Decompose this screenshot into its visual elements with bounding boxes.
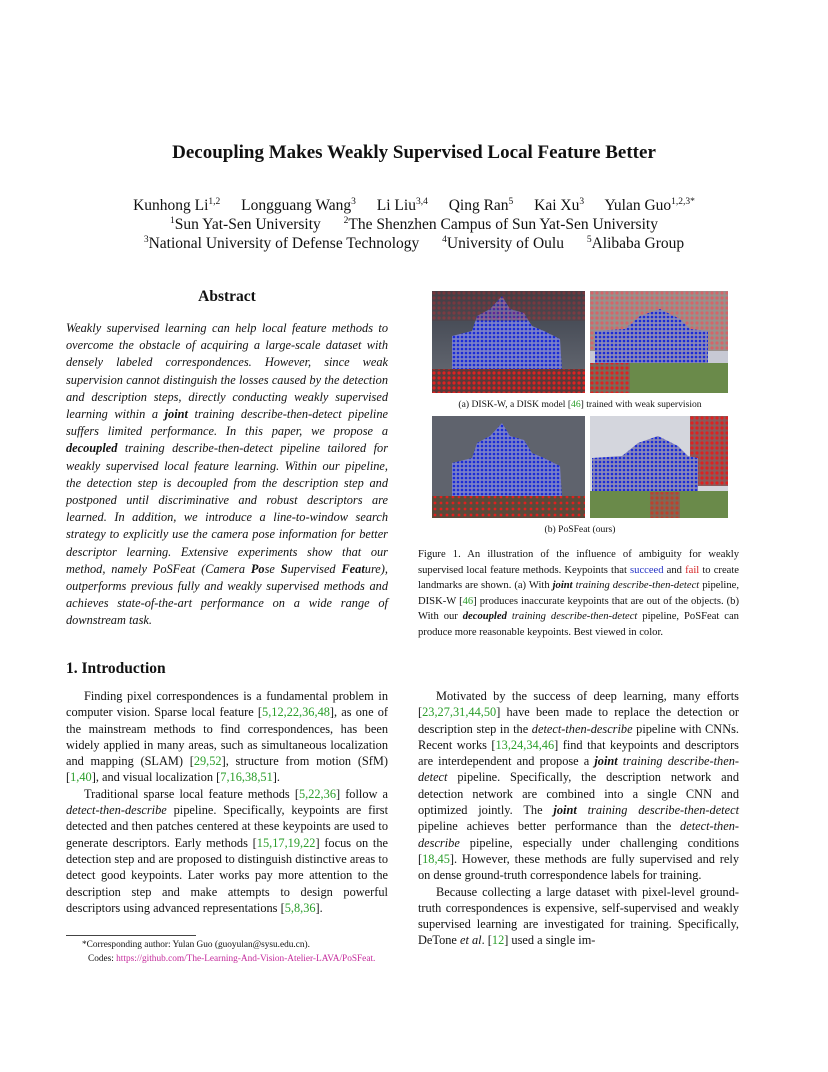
author: Qing Ran$^5$ [448,196,514,214]
footnote-codes: Codes: https://github.com/The-Learning-And-Vision-Atelier-LAVA/PoSFeat. [88,954,376,964]
intro-left-column [66,688,388,916]
author: Li Liu$^{3,4}$ [376,196,428,214]
author: Longguang Wang$^3$ [241,196,356,214]
figure-subcaption-b: (b) PoSFeat (ours) [544,524,616,535]
figure-subcaption-a: (a) DISK-W, a DISK model [46] trained with weak supervision [458,399,702,410]
affiliation: $^3$National University of Defense Technology [143,234,420,252]
affiliation: $^1$Sun Yat-Sen University [170,215,321,233]
abstract-body: Weakly supervised learning can help local feature methods to overcome the obstacle of acquiring a large-scale dataset with densely labeled correspondences. However, since weak supervision cannot distinguish the losses caused by the detection and description steps, directly conducting weakly supervised learning within a joint training describe-then-detect pipeline suffers limited performance. In this paper, we propose a decoupled training describe-then-detect pipeline tailored for weakly supervised local feature learning. Within our pipeline, the detection step is decoupled from the description step and postponed until discriminative and robust descriptors are learned. In addition, we introduce a line-to-window search strategy to explicitly use the camera pose information for better descriptor learning. Extensive experiments show that our method, namely PoSFeat (Camera Pose Supervised Feature), outperforms previous fully and weakly supervised methods and achieves state-of-the-art performance on a wide range of downstream task. [66,321,389,628]
footnote [66,938,396,966]
paragraph: Traditional sparse local feature methods [5,22,36] follow a detect-then-describe pipeline. Specifically, keypoints are first detected and then patches centered at these keypoints are used to generate descriptors. Early methods [15,17,19,22] focus on the detection step and are proposed to distinguish distinctive areas to detect good keypoints. Later works pay more attention to the description step and make attempts to design powerful descriptors using advanced representations [5,8,36]. [66,786,389,915]
paragraph: Finding pixel correspondences is a fundamental problem in computer vision. Sparse local feature [5,12,22,36,48], as one of the mainstream methods to find correspondences, has been widely applied in many areas, such as simultaneous localization and mapping (SLAM) [29,52], structure from motion (SfM) [1,40], and visual localization [7,16,38,51]. [66,689,389,785]
figure-image-b1 [432,416,585,518]
paragraph: Because collecting a large dataset with pixel-level ground-truth correspondences is expensive, self-supervised and weakly supervised learning are investigated for training. Specifically, DeTone et al. [12] used a single im- [418,884,739,948]
paper-title: Decoupling Makes Weakly Supervised Local Feature Better [172,142,656,163]
author-line [0,196,828,215]
paragraph: Motivated by the success of deep learning, many efforts [23,27,31,44,50] have been made to replace the detection or description step in the detect-then-describe pipeline with CNNs. Recent works [13,24,34,46] find that keypoints and descriptors are interdependent and propose a joint training describe-then-detect pipeline. Specifically, the description network and detection network are combined into a single CNN and optimized jointly. The joint training describe-then-detect pipeline achieves better performance than the detect-then-describe pipeline, especially under challenging conditions [18,45]. However, these methods are fully supervised and rely on dense ground-truth correspondence labels for training. [418,689,739,883]
section-heading: 1. Introduction [66,660,166,677]
affiliation-line-2 [0,234,828,253]
figure-image-b2 [590,416,728,518]
figure-caption: Figure 1. An illustration of the influence of ambiguity for weakly supervised local feature methods. Keypoints that succeed and fail to create landmarks are shown. (a) With joint training describe-then-detect pipeline, DISK-W [46] produces inaccurate keypoints that are out of the objects. (b) With our decoupled training describe-then-detect pipeline, PoSFeat can produce more reasonable keypoints. Best viewed in color. [418,549,740,638]
footnote-rule [66,935,196,936]
abstract-heading: Abstract [198,288,256,305]
figure-image-a2 [590,291,728,393]
author: Kai Xu$^3$ [534,196,585,214]
author: Yulan Guo$^{1,2,3*}$ [604,196,695,214]
code-link[interactable]: https://github.com/The-Learning-And-Vision-Atelier-LAVA/PoSFeat. [116,954,376,964]
affiliation: $^4$University of Oulu [442,234,564,252]
affiliation-line-1 [0,215,828,234]
intro-right-column [418,688,739,949]
affiliation: $^5$Alibaba Group [586,234,685,252]
affiliation: $^2$The Shenzhen Campus of Sun Yat-Sen University [343,215,658,233]
author: Kunhong Li$^{1,2}$ [133,196,221,214]
footnote-author: *Corresponding author: Yulan Guo (guoyulan@sysu.edu.cn). [82,940,310,950]
figure-image-a1 [432,291,585,393]
